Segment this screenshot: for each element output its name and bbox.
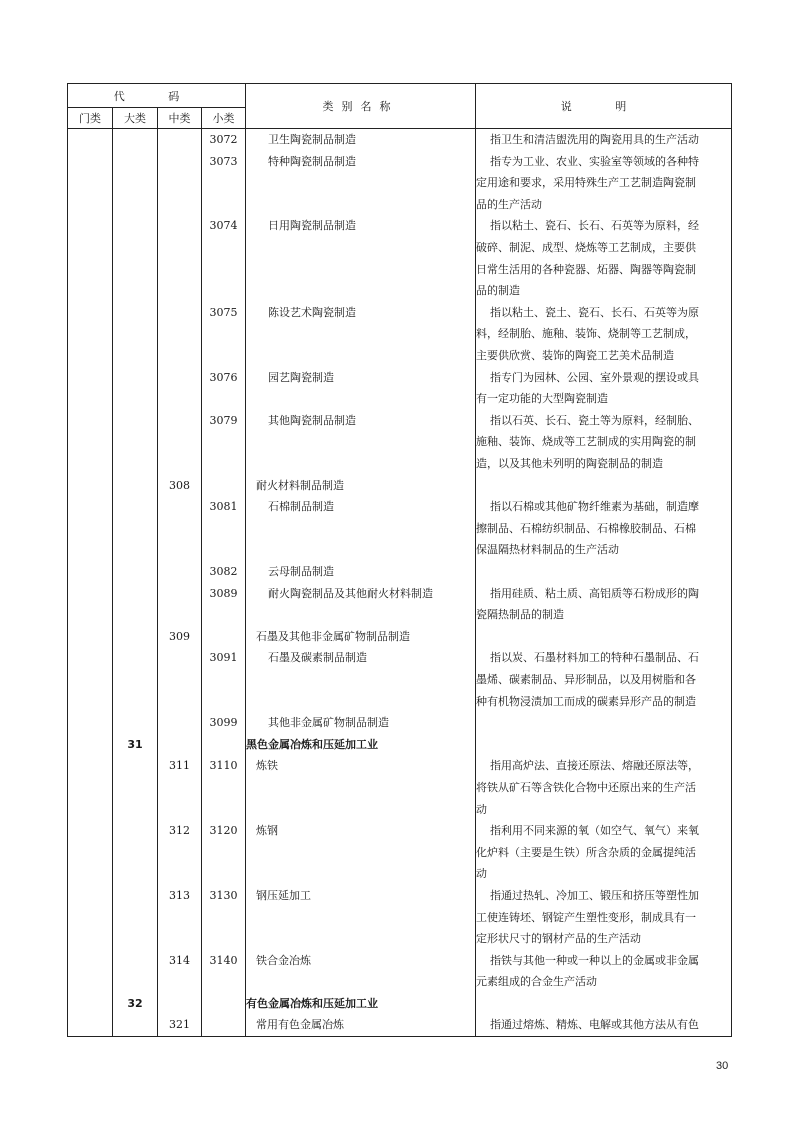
explanation-line: 有一定功能的大型陶瓷制造 (476, 392, 608, 406)
category-name: 石棉制品制造 (268, 500, 334, 514)
men-lei-cell (68, 626, 113, 648)
da-lei-cell: 31 (113, 734, 158, 756)
explanation-line: 破碎、制泥、成型、烧炼等工艺制成，主要供 (476, 240, 696, 254)
explanation-line: 指以粘土、瓷土、瓷石、长石、石英等为原 (490, 305, 699, 319)
men-lei-cell (68, 950, 113, 993)
da-lei-cell (113, 151, 158, 216)
explanation-cell (476, 215, 732, 301)
category-name-cell (246, 755, 476, 820)
category-name: 石墨及碳素制品制造 (268, 651, 367, 665)
table-row (68, 950, 732, 993)
zhong-lei-cell (158, 583, 202, 626)
category-name: 黑色金属冶炼和压延加工业 (246, 737, 378, 751)
explanation-line: 动 (476, 802, 487, 816)
zhong-lei-cell: 311 (158, 755, 202, 820)
men-lei-cell (68, 647, 113, 712)
explanation-cell (476, 496, 732, 561)
xiao-lei-cell (202, 475, 246, 497)
explanation-line: 定用途和要求，采用特殊生产工艺制造陶瓷制 (476, 176, 696, 190)
men-lei-header: 门类 (68, 108, 113, 129)
explanation-cell (476, 950, 732, 993)
men-lei-cell (68, 885, 113, 950)
category-name-cell (246, 410, 476, 475)
explanation-line: 化炉料（主要是生铁）所含杂质的金属提纯活 (476, 845, 696, 859)
men-lei-cell (68, 410, 113, 475)
explanation-line: 动 (476, 867, 487, 881)
explanation-cell (476, 583, 732, 626)
explanation-line: 造，以及其他未列明的陶瓷制品的制造 (476, 456, 663, 470)
xiao-lei-cell: 3079 (202, 410, 246, 475)
table-row (68, 215, 732, 301)
da-lei-cell (113, 129, 158, 151)
explanation-line: 指铁与其他一种或一种以上的金属或非金属 (490, 953, 699, 967)
explanation-cell (476, 367, 732, 410)
zhong-lei-cell (158, 410, 202, 475)
table-row (68, 712, 732, 734)
category-name-cell (246, 302, 476, 367)
da-lei-cell (113, 647, 158, 712)
zhong-lei-cell (158, 215, 202, 301)
category-name: 炼钢 (256, 824, 278, 838)
explanation-cell (476, 302, 732, 367)
xiao-lei-cell: 3081 (202, 496, 246, 561)
explanation-line: 主要供欣赏、装饰的陶瓷工艺美术品制造 (476, 348, 674, 362)
category-name: 铁合金冶炼 (256, 953, 311, 967)
xiao-lei-cell: 3099 (202, 712, 246, 734)
category-name-cell (246, 583, 476, 626)
category-name: 炼铁 (256, 759, 278, 773)
category-name-cell (246, 820, 476, 885)
explanation-line: 指利用不同来源的氧（如空气、氧气）来氧 (490, 824, 699, 838)
table-row (68, 410, 732, 475)
explanation-line: 指用硅质、粘土质、高铝质等石粉成形的陶 (490, 586, 699, 600)
men-lei-cell (68, 367, 113, 410)
explanation-line: 施釉、装饰、烧成等工艺制成的实用陶瓷的制 (476, 435, 696, 449)
da-lei-cell (113, 496, 158, 561)
table-body (68, 129, 732, 1037)
category-name-cell (246, 993, 476, 1015)
explanation-line: 墨烯、碳素制品、异形制品，以及用树脂和各 (476, 672, 696, 686)
category-name: 耐火材料制品制造 (256, 478, 344, 492)
table-row (68, 755, 732, 820)
explanation-line: 指专门为园林、公园、室外景观的摆设或具 (490, 370, 699, 384)
da-lei-cell (113, 583, 158, 626)
explanation-cell (476, 151, 732, 216)
zhong-lei-cell (158, 993, 202, 1015)
xiao-lei-cell: 3073 (202, 151, 246, 216)
category-name-cell (246, 151, 476, 216)
table-row (68, 151, 732, 216)
da-lei-cell (113, 410, 158, 475)
zhong-lei-cell (158, 496, 202, 561)
category-name: 其他陶瓷制品制造 (268, 413, 356, 427)
category-name-cell (246, 626, 476, 648)
category-name-cell (246, 129, 476, 151)
category-name-cell (246, 712, 476, 734)
men-lei-cell (68, 712, 113, 734)
xiao-lei-cell (202, 626, 246, 648)
xiao-lei-cell: 3072 (202, 129, 246, 151)
explanation-line: 元素组成的合金生产活动 (476, 975, 597, 989)
explanation-line: 擦制品、石棉纺织制品、石棉橡胶制品、石棉 (476, 521, 696, 535)
xiao-lei-cell: 3120 (202, 820, 246, 885)
table-row (68, 496, 732, 561)
page-number: 30 (716, 1060, 729, 1072)
explanation-line: 定形状尺寸的钢材产品的生产活动 (476, 932, 641, 946)
category-name-cell (246, 561, 476, 583)
category-name: 常用有色金属冶炼 (256, 1018, 344, 1032)
explanation-cell (476, 647, 732, 712)
zhong-lei-cell: 312 (158, 820, 202, 885)
men-lei-cell (68, 151, 113, 216)
category-name: 石墨及其他非金属矿物制品制造 (256, 629, 410, 643)
xiao-lei-cell: 3074 (202, 215, 246, 301)
xiao-lei-header: 小类 (202, 108, 246, 129)
men-lei-cell (68, 993, 113, 1015)
explanation-cell (476, 820, 732, 885)
category-name-cell (246, 1014, 476, 1036)
men-lei-cell (68, 583, 113, 626)
category-name: 其他非金属矿物制品制造 (268, 716, 389, 730)
table-row (68, 583, 732, 626)
men-lei-cell (68, 820, 113, 885)
zhong-lei-cell (158, 561, 202, 583)
category-name: 园艺陶瓷制造 (268, 370, 334, 384)
explanation-line: 工使连铸坯、钢锭产生塑性变形，制成具有一 (476, 910, 696, 924)
category-name-cell (246, 950, 476, 993)
explanation-cell (476, 1014, 732, 1036)
da-lei-cell (113, 755, 158, 820)
men-lei-cell (68, 475, 113, 497)
explanation-line: 品的制造 (476, 284, 520, 298)
da-lei-cell (113, 885, 158, 950)
explanation-line: 指以炭、石墨材料加工的特种石墨制品、石 (490, 651, 699, 665)
explanation-cell (476, 475, 732, 497)
men-lei-cell (68, 215, 113, 301)
xiao-lei-cell: 3140 (202, 950, 246, 993)
category-name: 陈设艺术陶瓷制造 (268, 305, 356, 319)
xiao-lei-cell: 3130 (202, 885, 246, 950)
men-lei-cell (68, 1014, 113, 1036)
category-name-header-label: 类别名称 (322, 100, 399, 113)
explanation-header-label: 说 明 (560, 100, 647, 113)
category-name: 钢压延加工 (256, 888, 311, 902)
explanation-line: 指用高炉法、直接还原法、熔融还原法等， (490, 759, 699, 773)
explanation-line: 保温隔热材料制品的生产活动 (476, 543, 619, 557)
explanation-line: 品的生产活动 (476, 197, 542, 211)
men-lei-cell (68, 129, 113, 151)
explanation-line: 指以石棉或其他矿物纤维素为基础，制造摩 (490, 500, 699, 514)
category-name-cell (246, 475, 476, 497)
zhong-lei-cell (158, 647, 202, 712)
da-lei-cell (113, 215, 158, 301)
explanation-header (476, 84, 732, 129)
category-name-header (246, 84, 476, 129)
code-header (68, 84, 246, 108)
da-lei-cell (113, 1014, 158, 1036)
xiao-lei-cell: 3089 (202, 583, 246, 626)
explanation-cell (476, 561, 732, 583)
zhong-lei-cell: 308 (158, 475, 202, 497)
explanation-line: 指以石英、长石、瓷土等为原料，经制胎、 (490, 413, 699, 427)
code-header-label: 代 码 (113, 89, 200, 103)
da-lei-cell (113, 302, 158, 367)
table-row (68, 885, 732, 950)
zhong-lei-cell: 321 (158, 1014, 202, 1036)
table-row (68, 561, 732, 583)
category-name: 卫生陶瓷制品制造 (268, 133, 356, 146)
table-row (68, 302, 732, 367)
da-lei-cell: 32 (113, 993, 158, 1015)
zhong-lei-cell: 314 (158, 950, 202, 993)
explanation-line: 指卫生和清洁盥洗用的陶瓷用具的生产活动 (490, 133, 699, 146)
explanation-line: 指通过熔炼、精炼、电解或其他方法从有色 (490, 1018, 699, 1032)
da-lei-cell (113, 626, 158, 648)
da-lei-cell (113, 950, 158, 993)
zhong-lei-cell (158, 302, 202, 367)
zhong-lei-cell (158, 712, 202, 734)
explanation-cell (476, 129, 732, 151)
explanation-cell (476, 712, 732, 734)
table-row (68, 1014, 732, 1036)
explanation-line: 日常生活用的各种瓷器、炻器、陶器等陶瓷制 (476, 262, 696, 276)
xiao-lei-cell (202, 1014, 246, 1036)
men-lei-cell (68, 734, 113, 756)
table-row (68, 993, 732, 1015)
category-name-cell (246, 885, 476, 950)
zhong-lei-cell (158, 151, 202, 216)
table-row (68, 626, 732, 648)
explanation-cell (476, 755, 732, 820)
explanation-cell (476, 410, 732, 475)
zhong-lei-cell: 313 (158, 885, 202, 950)
category-name: 云母制品制造 (268, 564, 334, 578)
xiao-lei-cell: 3075 (202, 302, 246, 367)
xiao-lei-cell (202, 993, 246, 1015)
xiao-lei-cell: 3076 (202, 367, 246, 410)
explanation-cell (476, 734, 732, 756)
xiao-lei-cell: 3110 (202, 755, 246, 820)
category-name-cell (246, 496, 476, 561)
category-name: 有色金属冶炼和压延加工业 (246, 996, 378, 1010)
industry-classification-table (67, 83, 732, 1037)
men-lei-cell (68, 496, 113, 561)
da-lei-cell (113, 367, 158, 410)
category-name: 特种陶瓷制品制造 (268, 154, 356, 168)
explanation-cell (476, 885, 732, 950)
explanation-line: 指通过热轧、冷加工、锻压和挤压等塑性加 (490, 888, 699, 902)
zhong-lei-cell: 309 (158, 626, 202, 648)
men-lei-cell (68, 561, 113, 583)
category-name: 日用陶瓷制品制造 (268, 219, 356, 233)
category-name-cell (246, 367, 476, 410)
category-name-cell (246, 647, 476, 712)
explanation-cell (476, 993, 732, 1015)
category-name-cell (246, 734, 476, 756)
table-row (68, 367, 732, 410)
xiao-lei-cell (202, 734, 246, 756)
table-row (68, 734, 732, 756)
table-row (68, 129, 732, 151)
zhong-lei-header: 中类 (158, 108, 202, 129)
zhong-lei-cell (158, 734, 202, 756)
xiao-lei-cell: 3091 (202, 647, 246, 712)
explanation-cell (476, 626, 732, 648)
men-lei-cell (68, 755, 113, 820)
da-lei-cell (113, 561, 158, 583)
da-lei-cell (113, 475, 158, 497)
table-row (68, 647, 732, 712)
explanation-line: 种有机物浸渍加工而成的碳素异形产品的制造 (476, 694, 696, 708)
da-lei-cell (113, 712, 158, 734)
explanation-line: 料，经制胎、施釉、装饰、烧制等工艺制成， (476, 327, 696, 341)
category-name: 耐火陶瓷制品及其他耐火材料制造 (268, 586, 433, 600)
men-lei-cell (68, 302, 113, 367)
zhong-lei-cell (158, 129, 202, 151)
da-lei-header: 大类 (113, 108, 158, 129)
explanation-line: 指专为工业、农业、实验室等领域的各种特 (490, 154, 699, 168)
explanation-line: 将铁从矿石等含铁化合物中还原出来的生产活 (476, 780, 696, 794)
da-lei-cell (113, 820, 158, 885)
explanation-line: 指以粘土、瓷石、长石、石英等为原料，经 (490, 219, 699, 233)
table-row (68, 820, 732, 885)
zhong-lei-cell (158, 367, 202, 410)
category-name-cell (246, 215, 476, 301)
xiao-lei-cell: 3082 (202, 561, 246, 583)
explanation-line: 瓷隔热制品的制造 (476, 608, 564, 622)
table-row (68, 475, 732, 497)
